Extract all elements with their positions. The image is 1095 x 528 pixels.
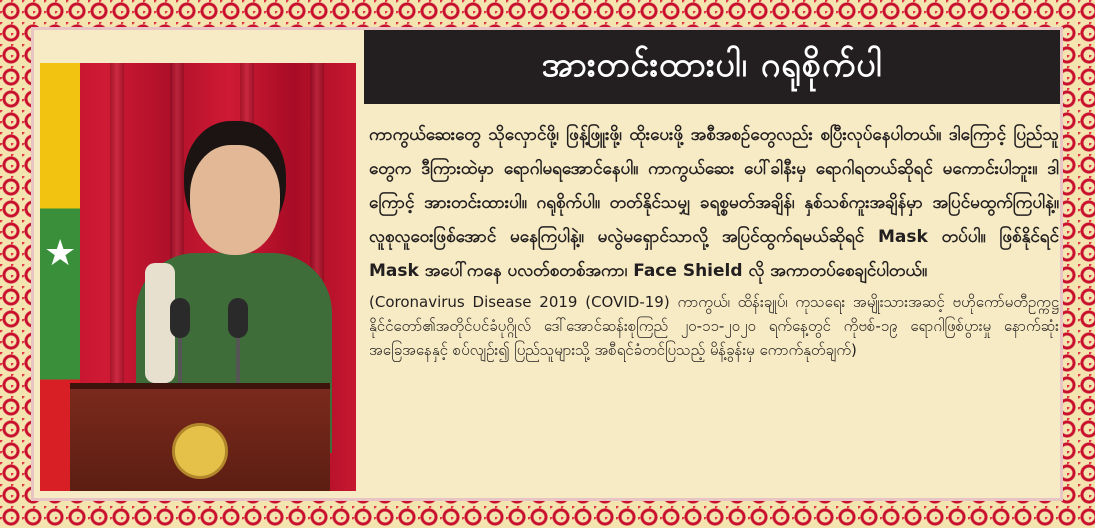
state-emblem-icon [172,423,228,479]
microphone-stand [236,338,240,388]
quote-paragraph: ကာကွယ်ဆေးတွေ သိုလှောင်ဖို့၊ ဖြန့်ဖြူးဖို့၊ ထိုးပေးဖို့ အစီအစဉ်တွေလည်း စပြီးလုပ်နေပါတယ်။ ဒါကြောင့် ပြည်သူတွေက ဒီကြားထဲမှာ ရောဂါမရအောင်နေပါ။ ကာကွယ်ဆေး ပေါ်ခါနီးမှ ရောဂါရတယ်ဆိုရင် မကောင်းပါဘူး။ ဒါကြောင့် အားတင်းထားပါ။ ဂရုစိုက်ပါ။ တတ်နိုင်သမျှ ခရစ္စမတ်အချိန်၊ နှစ်သစ်ကူးအချိန်မှာ အပြင်မထွက်ကြပါနဲ့။ လူစုလူဝေးဖြစ်အောင် မနေကြပါနဲ့။ မလွဲမရှောင်သာလို့ အပြင်ထွက်ရမယ်ဆိုရင် Mask တပ်ပါ။ ဖြစ်နိုင်ရင် Mask အပေါ်ကနေ ပလတ်စတစ်အကာ၊ Face Shield လို အကာတပ်စေချင်ပါတယ်။ [369,125,1059,281]
header-bar [364,30,1060,104]
speaker-head [190,145,280,255]
article-body [369,118,1059,362]
microphone-icon [228,298,248,338]
speaker-photo [40,63,356,491]
flag-star-icon: ★ [44,233,77,274]
microphone-icon [170,298,190,338]
source-caption: (Coronavirus Disease 2019 (COVID-19) ကာကွယ်၊ ထိန်းချုပ်၊ ကုသရေး အမျိုးသားအဆင့် ဗဟိုကော်မတီဥက္ကဋ္ဌ နိုင်ငံတော်၏အတိုင်ပင်ခံပုဂ္ဂိုလ် ဒေါ်အောင်ဆန်းစုကြည် ၂၀-၁၁-၂၀၂၀ ရက်နေ့တွင် ကိုဗစ်-၁၉ ရောဂါဖြစ်ပွားမှု နောက်ဆုံးအခြေအနေနှင့် စပ်လျဉ်း၍ ပြည်သူများသို့ အစီရင်ခံတင်ပြသည့် မိန့်ခွန်းမှ ကောက်နုတ်ချက်) [369,293,1059,359]
content-panel [34,30,1060,498]
page-title: အားတင်းထားပါ၊ ဂရုစိုက်ပါ [541,44,883,85]
microphone-stand [178,338,182,388]
